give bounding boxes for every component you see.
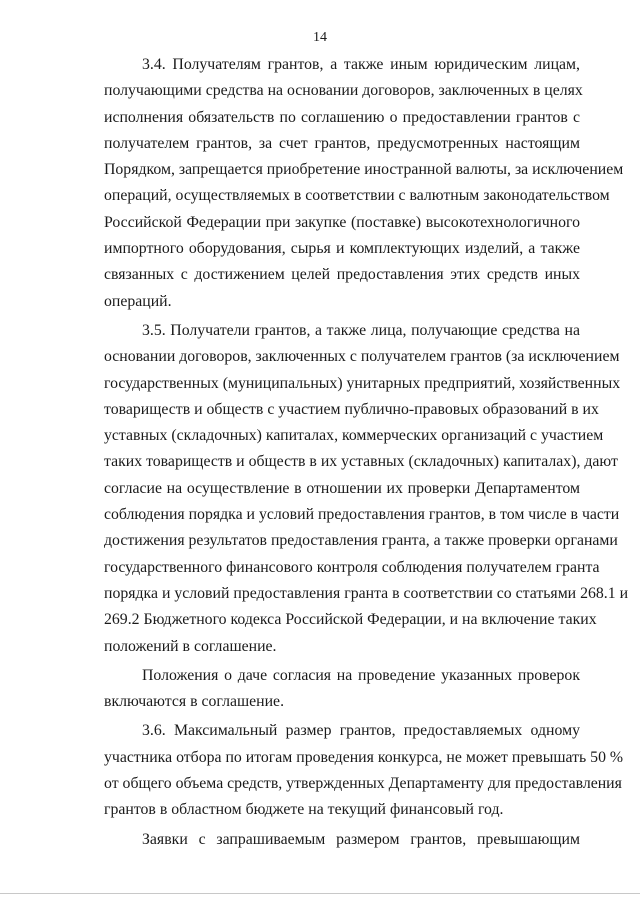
- text-line: Порядком, запрещается приобретение иностранной валюты, за исключением: [104, 161, 624, 179]
- text-line: 3.5. Получатели грантов, а также лица, получающие средства на: [142, 321, 580, 339]
- page-number: 14: [313, 30, 327, 45]
- text-line: 269.2 Бюджетного кодекса Российской Федерации, и на включение таких: [104, 611, 597, 629]
- paragraph-3-5: [104, 318, 629, 660]
- text-line: Российской Федерации при закупке (поставке) высокотехнологичного: [104, 213, 580, 231]
- text-line: операций, осуществляемых в соответствии с валютным законодательством: [104, 187, 610, 205]
- paragraph-3-6: [104, 718, 624, 823]
- text-line: государственных (муниципальных) унитарных предприятий, хозяйственных: [104, 374, 621, 392]
- text-line: включаются в соглашение.: [104, 693, 285, 711]
- text-line: получающими средства на основании договоров, заключенных в целях: [104, 82, 583, 100]
- text-line: 3.4. Получателям грантов, а также иным юридическим лицам,: [142, 56, 580, 73]
- text-line: товариществ и обществ с участием публично-правовых образований в их: [104, 400, 599, 418]
- page-bottom-edge: [0, 893, 640, 894]
- text-line: достижения результатов предоставления гранта, а также проверки органами: [104, 532, 618, 550]
- paragraph-consent: [104, 663, 580, 716]
- text-line: грантов в областном бюджете на текущий финансовый год.: [104, 801, 504, 819]
- text-line: порядка и условий предоставления гранта в соответствии со статьями 268.1 и: [104, 584, 629, 602]
- text-line: от общего объема средств, утвержденных Департаменту для предоставления: [104, 775, 622, 793]
- text-line: 3.6. Максимальный размер грантов, предоставляемых одному: [142, 722, 580, 740]
- text-line: Заявки с запрашиваемым размером грантов, превышающим: [142, 830, 580, 848]
- paragraph-3-4: [104, 52, 624, 315]
- paragraph-applications: [104, 827, 580, 853]
- text-line: импортного оборудования, сырья и комплектующих изделий, а также: [104, 240, 580, 258]
- document-body: [104, 52, 629, 853]
- text-line: операций.: [104, 292, 172, 310]
- text-line: соблюдения порядка и условий предоставления грантов, в том числе в части: [104, 506, 620, 524]
- text-line: положений в соглашение.: [104, 637, 277, 655]
- text-line: связанных с достижением целей предоставления этих средств иных: [104, 266, 580, 284]
- text-line: уставных (складочных) капиталах, коммерческих организаций с участием: [104, 427, 604, 445]
- text-line: государственного финансового контроля соблюдения получателем гранта: [104, 558, 600, 576]
- text-line: основании договоров, заключенных с получателем грантов (за исключением: [104, 348, 620, 366]
- text-line: участника отбора по итогам проведения конкурса, не может превышать 50 %: [104, 748, 624, 766]
- text-line: согласие на осуществление в отношении их проверки Департаментом: [104, 479, 580, 497]
- text-line: Положения о даче согласия на проведение указанных проверок: [142, 666, 580, 684]
- text-line: получателем грантов, за счет грантов, предусмотренных настоящим: [104, 134, 580, 152]
- text-line: таких товариществ и обществ в их уставных (складочных) капиталах), дают: [104, 453, 618, 471]
- text-line: исполнения обязательств по соглашению о предоставлении грантов с: [104, 108, 580, 126]
